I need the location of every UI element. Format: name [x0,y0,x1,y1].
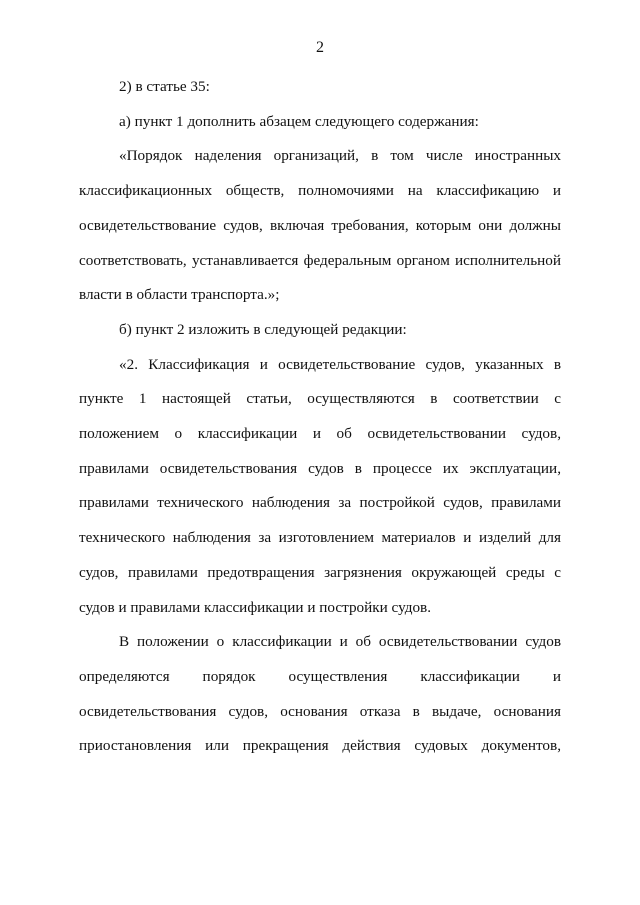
page-number: 2 [316,39,324,56]
paragraph-quote-classification: «2. Классификация и освидетельствование судов, указанных в пункте 1 настоящей статьи, осуществляются в соответствии с положением о классификации и об освидетельствовании судов, правилами освидетельствования судов в процессе их эксплуатации, правилами технического наблюдения за постройкой судов, правилами технического наблюдения за изготовлением материалов и изделий для судов, правилами предотвращения загрязнения окружающей среды с судов и правилами классификации и постройки судов. [79,355,561,616]
document-body [79,70,561,764]
paragraph-item-2: 2) в статье 35: [119,78,210,95]
paragraph-subitem-b: б) пункт 2 изложить в следующей редакции: [119,320,407,338]
paragraph-subitem-a: а) пункт 1 дополнить абзацем следующего содержания: [119,112,479,130]
paragraph-quote-order: «Порядок наделения организаций, в том числе иностранных классификационных обществ, полномочиями на классификацию и освидетельствование судов, включая требования, которым они должны соответствовать, устанавливается федеральным органом исполнительной власти в области транспорта.»; [79,147,561,304]
paragraph-regulations: В положении о классификации и об освидетельствовании судов определяются порядок осуществления классификации и освидетельствования судов, основания отказа в выдаче, основания приостановления или прекращения действия судовых документов, [79,633,561,755]
